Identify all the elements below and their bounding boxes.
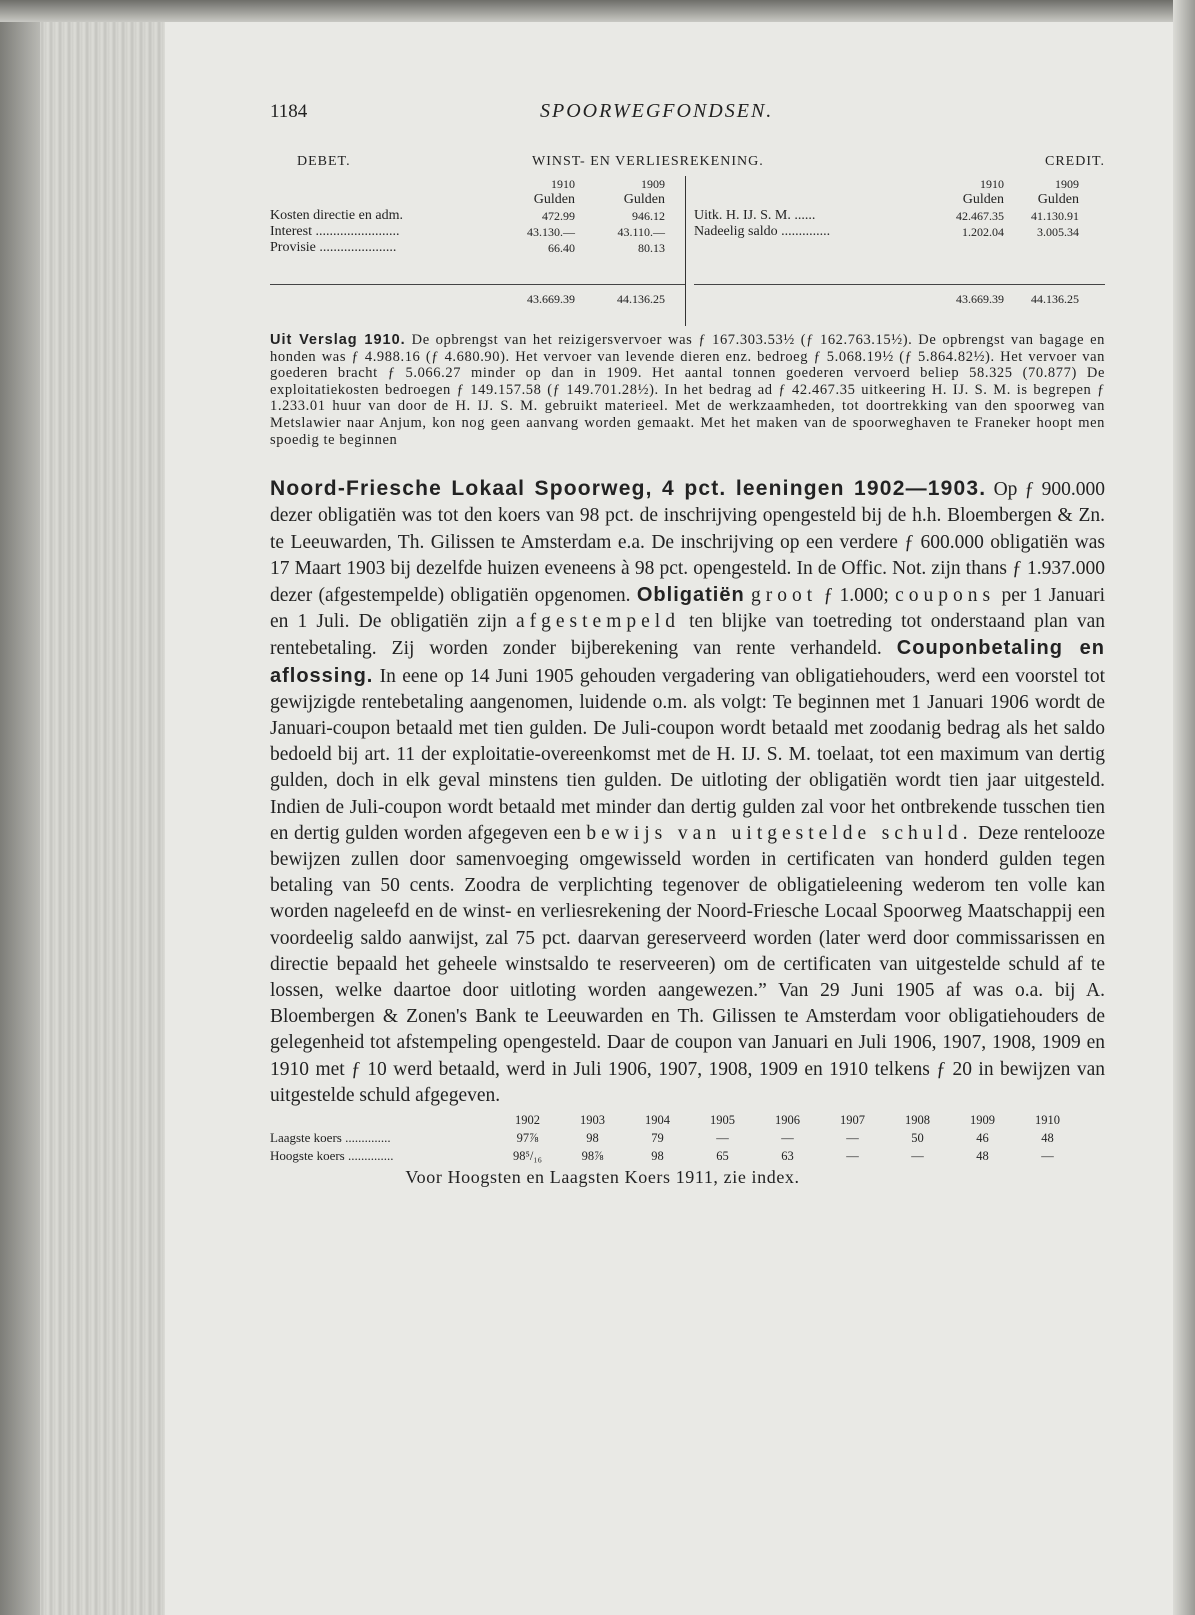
obligaties-afgestempeld: afgestempeld (515, 611, 680, 633)
credit-row-label: Uitk. H. IJ. S. M. ...... (694, 208, 816, 223)
laagste-koers-value: 79 (651, 1131, 664, 1146)
hoogste-koers-value: 98⅞ (581, 1149, 604, 1164)
credit-row (694, 224, 1105, 240)
credit-row-1909: 3.005.34 (1037, 225, 1079, 239)
hoogste-koers-value: 48 (976, 1149, 989, 1164)
hoogste-koers-value: — (911, 1149, 924, 1164)
credit-total-row (694, 284, 1105, 307)
debit-row (270, 208, 685, 224)
credit-unit-1910: Gulden (962, 192, 1004, 207)
credit-row-1909: 41.130.91 (1031, 209, 1079, 223)
hoogste-koers-value: 65 (716, 1149, 729, 1164)
koers-year: 1910 (1035, 1113, 1060, 1128)
debit-year-1909: 1909 (641, 177, 665, 191)
debit-year-1910: 1910 (551, 177, 575, 191)
obligaties-groot: groot (750, 584, 818, 606)
account-title: WINST- EN VERLIESREKENING. (532, 154, 764, 169)
credit-row-1910: 1.202.04 (962, 225, 1004, 239)
debit-total-1910: 43.669.39 (527, 292, 575, 306)
debit-unit-1910: Gulden (533, 192, 575, 207)
obligaties-coupons: coupons (895, 584, 996, 606)
hoogste-koers-value: 98 (651, 1149, 664, 1164)
koers-year: 1909 (970, 1113, 995, 1128)
obligaties-amount: ƒ 1.000; (823, 584, 889, 606)
debit-total-row (270, 284, 685, 307)
debit-row-1909: 946.12 (632, 209, 665, 223)
credit-year-1909: 1909 (1055, 177, 1079, 191)
page-number: 1184 (270, 101, 308, 122)
debit-row-label: Provisie ...................... (270, 240, 397, 255)
report-label: Uit Verslag 1910. (270, 332, 406, 348)
debit-row-1909: 80.13 (638, 241, 665, 255)
credit-total-1910: 43.669.39 (956, 292, 1004, 306)
debit-total-1909: 44.136.25 (617, 292, 665, 306)
laagste-koers-label: Laagste koers .............. (270, 1130, 391, 1146)
credit-year-1910: 1910 (980, 177, 1004, 191)
koers-year: 1905 (710, 1113, 735, 1128)
laagste-koers-row (270, 1129, 1105, 1147)
debit-row-1909: 43.110.— (617, 225, 665, 239)
couponbetaling-subheading: Couponbetaling en aflossing. (270, 637, 1105, 687)
top-edge (0, 0, 1195, 22)
laagste-koers-value: 50 (911, 1131, 924, 1146)
debit-row-label: Interest ........................ (270, 224, 400, 239)
koers-year: 1902 (515, 1113, 540, 1128)
debit-row-1910: 43.130.— (527, 225, 575, 239)
debit-unit-row (270, 192, 685, 208)
credit-total-1909: 44.136.25 (1031, 292, 1079, 306)
laagste-koers-value: — (846, 1131, 859, 1146)
koers-year-row (270, 1111, 1105, 1129)
section-heading: Noord-Friesche Lokaal Spoorweg, 4 pct. leeningen 1902—1903. (270, 477, 987, 501)
credit-column (686, 176, 1105, 326)
hoogste-koers-value: — (1041, 1149, 1054, 1164)
koers-year: 1903 (580, 1113, 605, 1128)
hoogste-koers-value: — (846, 1149, 859, 1164)
debit-row-1910: 472.99 (542, 209, 575, 223)
credit-row-label: Nadeelig saldo .............. (694, 224, 831, 239)
account-header (270, 154, 1105, 174)
running-head (270, 100, 1105, 130)
right-edge (1173, 0, 1195, 1615)
credit-unit-1909: Gulden (1037, 192, 1079, 207)
obligaties-text: ten blijke van toetreding tot onderstaand plan van rentebetaling. Zij worden zonder bijberekening van rente verhandeld. (270, 611, 1106, 660)
koers-year: 1907 (840, 1113, 865, 1128)
debit-unit-1909: Gulden (623, 192, 665, 207)
winst-verlies-table (270, 176, 1105, 326)
credit-label: CREDIT. (1044, 154, 1105, 169)
credit-row-1910: 42.467.35 (956, 209, 1004, 223)
laagste-koers-value: — (781, 1131, 794, 1146)
couponbetaling-text-2: Deze renteloоze bewijzen zullen door samenvoeging omgewisseld worden in certificaten van honderd gulden tegen betaling van 50 cents. Zoodra de verplichting tegenover de obligatieleening wederom ten volle kan worden nageleefd en de winst- en verliesrekening der Noord-Friesche Locaal Spoorweg Maatschappij een voordeelig saldo aanwijst, zal 75 pct. daarvan gereserveerd worden (later werd door commissarissen en directie bepaald het geheele winstsaldo te reserveeren) om de certificaten van uitgestelde schuld af te lossen, welke daartoe door uitloting worden aangewezen.” Van 29 Juni 1905 af was o.a. bij A. Bloembergen & Zonen's Bank te Leeuwarden en Th. Gilissen te Amsterdam voor obligatiehouders de gelegenheid tot afstempeling opengesteld. Daar de coupon van Januari en Juli 1906, 1907, 1908, 1909 en 1910 met ƒ 10 werd betaald, werd in Juli 1906, 1907, 1908, 1909 en 1910 telkens ƒ 20 in bewijzen van uitgestelde schuld afgegeven. (270, 822, 1106, 1106)
koers-table (270, 1111, 1105, 1188)
report-text: De opbrengst van het reizigersvervoer was ƒ 167.303.53½ (ƒ 162.763.15½). De opbrengst van bagage en honden was ƒ 4.988.16 (ƒ 4.680.90). Het vervoer van levende dieren enz. bedroeg ƒ 5.068.19½ (ƒ 5.864.82½). Het vervoer van goederen bracht ƒ 5.066.27 minder op dan in 1909. Het aantal tonnen goederen vervoerd beliep 58.325 (70.877) De exploitatiekosten bedroegen ƒ 149.157.58 (ƒ 149.701.28½). In het bedrag ad ƒ 42.467.35 uitkeering H. IJ. S. M. is begrepen ƒ 1.233.01 huur van door de H. IJ. S. M. gebruikt materieel. Met de werkzaamheden, tot doortrekking van den spoorweg van Metslawier naar Anjum, kon nog geen aanvang worden gemaakt. Met het maken van de spoorweghaven te Franeker hoopt men spoedig te beginnen (270, 332, 1105, 448)
hoogste-koers-row (270, 1147, 1105, 1165)
debit-row (270, 240, 685, 256)
report-paragraph (270, 332, 1105, 448)
obligaties-dates: per 1 Januari en 1 Juli. De obligatiën zijn (270, 584, 1106, 633)
laagste-koers-value: 98 (586, 1131, 599, 1146)
hoogste-koers-label: Hoogste koers .............. (270, 1148, 394, 1164)
bewijs-term: bewijs van uitgestelde schuld. (586, 822, 973, 844)
debit-year-row (270, 176, 685, 192)
koers-year: 1904 (645, 1113, 670, 1128)
hoogste-koers-value: 98⁵/₁₆ (512, 1149, 543, 1164)
debit-row-label: Kosten directie en adm. (270, 208, 403, 223)
book-edge-shadow (0, 0, 40, 1615)
debit-column (270, 176, 685, 326)
debit-row-1910: 66.40 (548, 241, 575, 255)
credit-row (694, 208, 1105, 224)
credit-unit-row (694, 192, 1105, 208)
laagste-koers-value: 48 (1041, 1131, 1054, 1146)
hoogste-koers-value: 63 (781, 1149, 794, 1164)
debet-label: DEBET. (297, 154, 351, 169)
loan-section (270, 476, 1105, 1109)
section-intro: Op ƒ 900.000 dezer obligatiën was tot den koers van 98 pct. de inschrijving opengesteld bij de h.h. Bloembergen & Zn. te Leeuwarden, Th. Gilissen te Amsterdam e.a. De inschrijving op een verdere ƒ 600.000 obligatiën was 17 Maart 1903 bij dezelfde huizen eveneens à 98 pct. opengesteld. In de Offic. Not. zijn thans ƒ 1.937.000 dezer (afgestempelde) obligatiën opgenomen. (270, 479, 1105, 606)
page-content (270, 100, 1105, 1188)
laagste-koers-value: — (716, 1131, 729, 1146)
couponbetaling-text: In eene op 14 Juni 1905 gehouden vergadering van obligatiehouders, werd een voorstel tot gewijzigde rentebetaling aangenomen, luidende o.m. als volgt: Te beginnen met 1 Januari 1906 wordt de Januari-coupon betaald met tien gulden. De Juli-coupon wordt betaald met zoodanig bedrag als het saldo bedoeld bij art. 11 der exploitatie-overeenkomst met de H. IJ. S. M. toelaat, tot een maximum van dertig gulden, doch in elk geval minstens tien gulden. De uitloting der obligatiën wordt tien jaar uitgesteld. Indien de Juli-coupon wordt betaald met minder dan dertig gulden zal voor het ontbrekende tusschen tien en dertig gulden worden afgegeven een (270, 665, 1105, 844)
koers-year: 1908 (905, 1113, 930, 1128)
laagste-koers-value: 97⅞ (516, 1131, 539, 1146)
obligaties-subheading: Obligatiën (636, 583, 745, 606)
laagste-koers-value: 46 (976, 1131, 989, 1146)
credit-year-row (694, 176, 1105, 192)
debit-row (270, 224, 685, 240)
koers-footer: Voor Hoogsten en Laagsten Koers 1911, zie index. (405, 1167, 800, 1188)
koers-year: 1906 (775, 1113, 800, 1128)
running-title: SPOORWEGFONDSEN. (540, 100, 774, 122)
